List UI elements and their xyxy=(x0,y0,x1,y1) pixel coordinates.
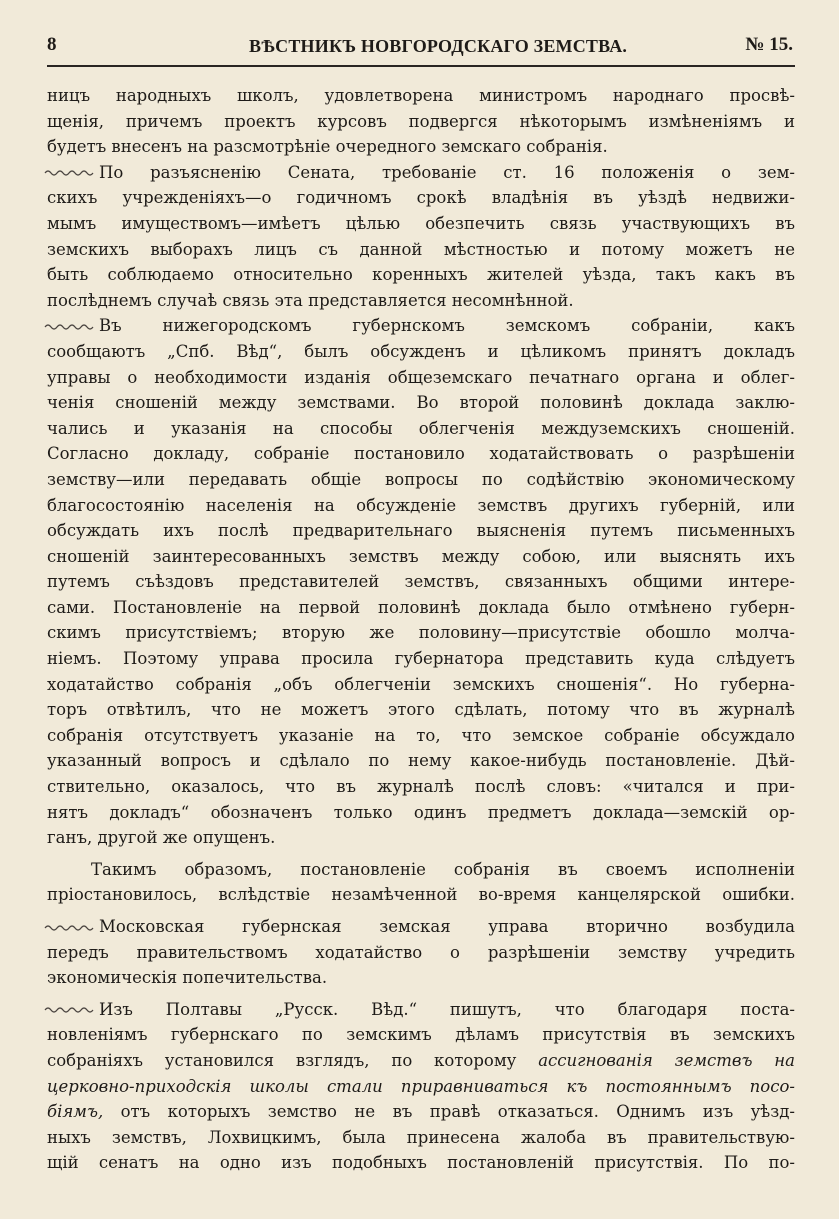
text-line: обсуждать ихъ послѣ предварительнаго выясненія путемъ письменныхъ xyxy=(47,521,795,541)
text-line-mixed xyxy=(47,1048,795,1074)
text-line: сами. Постановленіе на первой половинѣ доклада было отмѣнено губерн- xyxy=(47,597,795,617)
text-line: собранія отсутствуетъ указаніе на то, что земское собраніе обсуждало xyxy=(47,725,795,745)
text-line: Изъ Полтавы „Русск. Вѣд.“ пишутъ, что благодаря поста- xyxy=(99,999,795,1019)
text-line: скихъ учрежденіяхъ—о годичномъ срокѣ владѣнія въ уѣздѣ недвижи- xyxy=(47,188,795,208)
text-line: экономическія попечительства. xyxy=(47,968,328,988)
text-line: указанный вопросъ и сдѣлало по нему какое-нибудь постановленіе. Дѣй- xyxy=(47,751,795,771)
text-line: собраніяхъ установился взглядъ, по которому xyxy=(47,1050,517,1070)
italic-emphasis: ассигнованія земствъ на xyxy=(538,1050,796,1070)
text-line: сообщаютъ „Спб. Вѣд“, былъ обсужденъ и цѣликомъ принятъ докладъ xyxy=(47,341,795,361)
paragraph-start-line xyxy=(47,997,795,1023)
paragraph-start-line xyxy=(47,313,795,339)
text-line: быть соблюдаемо относительно коренныхъ жителей уѣзда, такъ какъ въ xyxy=(47,265,795,285)
text-line: чались и указанія на способы облегченія междуземскихъ сношеній. xyxy=(47,418,795,438)
page-number: 8 xyxy=(47,34,57,55)
issue-number: № 15. xyxy=(745,34,793,55)
text-line: ницъ народныхъ школъ, удовлетворена министромъ народнаго просвѣ- xyxy=(47,86,795,105)
wave-ornament-icon xyxy=(43,168,95,178)
text-line: ганъ, другой же опущенъ. xyxy=(47,828,276,848)
text-line: Такимъ образомъ, постановленіе собранія въ своемъ исполненіи xyxy=(91,859,795,879)
text-line: По разъясненію Сената, требованіе ст. 16 положенія о зем- xyxy=(99,162,795,182)
text-line: скимъ присутствіемъ; вторую же половину—присутствіе обошло молча- xyxy=(47,623,795,643)
article-body xyxy=(47,83,795,1176)
paragraph-start-line xyxy=(47,160,795,186)
page-header xyxy=(47,30,793,60)
text-line: щій сенатъ на одно изъ подобныхъ постановленій присутствія. По по- xyxy=(47,1153,795,1173)
text-line: новленіямъ губернскаго по земскимъ дѣламъ присутствія въ земскихъ xyxy=(47,1025,795,1045)
text-line: ніемъ. Поэтому управа просила губернатора представить куда слѣдуетъ xyxy=(47,649,795,669)
text-line-mixed xyxy=(47,1099,795,1125)
text-line: Въ нижегородскомъ губернскомъ земскомъ собраніи, какъ xyxy=(99,316,795,336)
paragraph-start-line xyxy=(47,914,795,940)
text-line: будетъ внесенъ на разсмотрѣніе очередного земскаго собранія. xyxy=(47,137,608,157)
text-line: торъ отвѣтилъ, что не можетъ этого сдѣлать, потому что въ журналѣ xyxy=(47,700,795,720)
text-line: управы о необходимости изданія общеземскаго печатнаго органа и облег- xyxy=(47,367,795,387)
text-line: пріостановилось, вслѣдствіе незамѣченной во-время канцелярской ошибки. xyxy=(47,885,795,905)
wave-ornament-icon xyxy=(43,923,95,933)
journal-title: ВѢСТНИКЪ НОВГОРОДСКАГО ЗЕМСТВА. xyxy=(249,36,628,56)
wave-ornament-icon xyxy=(43,1005,95,1015)
text-line: нятъ докладъ“ обозначенъ только одинъ предметъ доклада—земскій ор- xyxy=(47,802,795,822)
text-line: ченія сношеній между земствами. Во второй половинѣ доклада заклю- xyxy=(47,393,795,413)
text-line: отъ которыхъ земство не въ правѣ отказаться. Однимъ изъ уѣзд- xyxy=(103,1102,795,1122)
text-line: щенія, причемъ проектъ курсовъ подвергся нѣкоторымъ измѣненіямъ и xyxy=(47,111,795,131)
wave-ornament-icon xyxy=(43,322,95,332)
text-line: ныхъ земствъ, Лохвицкимъ, была принесена жалоба въ правительствую- xyxy=(47,1127,795,1147)
text-line: путемъ съѣздовъ представителей земствъ, связанныхъ общими интере- xyxy=(47,572,795,592)
header-rule xyxy=(47,65,795,67)
italic-emphasis: біямъ, xyxy=(47,1102,104,1122)
text-line: передъ правительствомъ ходатайство о разрѣшеніи земству учредить xyxy=(47,942,795,962)
text-line: послѣднемъ случаѣ связь эта представляется несомнѣнной. xyxy=(47,290,574,310)
text-line: ствительно, оказалось, что въ журналѣ послѣ словъ: «читался и при- xyxy=(47,777,795,797)
text-line: мымъ имуществомъ—имѣетъ цѣлью обезпечить связь участвующихъ въ xyxy=(47,213,795,233)
text-line: сношеній заинтересованныхъ земствъ между собою, или выяснять ихъ xyxy=(47,546,795,566)
text-line: благосостоянію населенія на обсужденіе земствъ другихъ губерній, или xyxy=(47,495,795,515)
text-line: ходатайство собранія „объ облегченіи земскихъ сношенія“. Но губерна- xyxy=(47,674,795,694)
text-line: земскихъ выборахъ лицъ съ данной мѣстностью и потому можетъ не xyxy=(47,239,795,259)
italic-emphasis: церковно-приходскія школы стали приравниваться къ постояннымъ посо- xyxy=(47,1076,795,1096)
text-line: Московская губернская земская управа вторично возбудила xyxy=(99,917,795,936)
text-line: Согласно докладу, собраніе постановило ходатайствовать о разрѣшеніи xyxy=(47,444,795,464)
text-line: земству—или передавать общіе вопросы по содѣйствію экономическому xyxy=(47,469,795,489)
